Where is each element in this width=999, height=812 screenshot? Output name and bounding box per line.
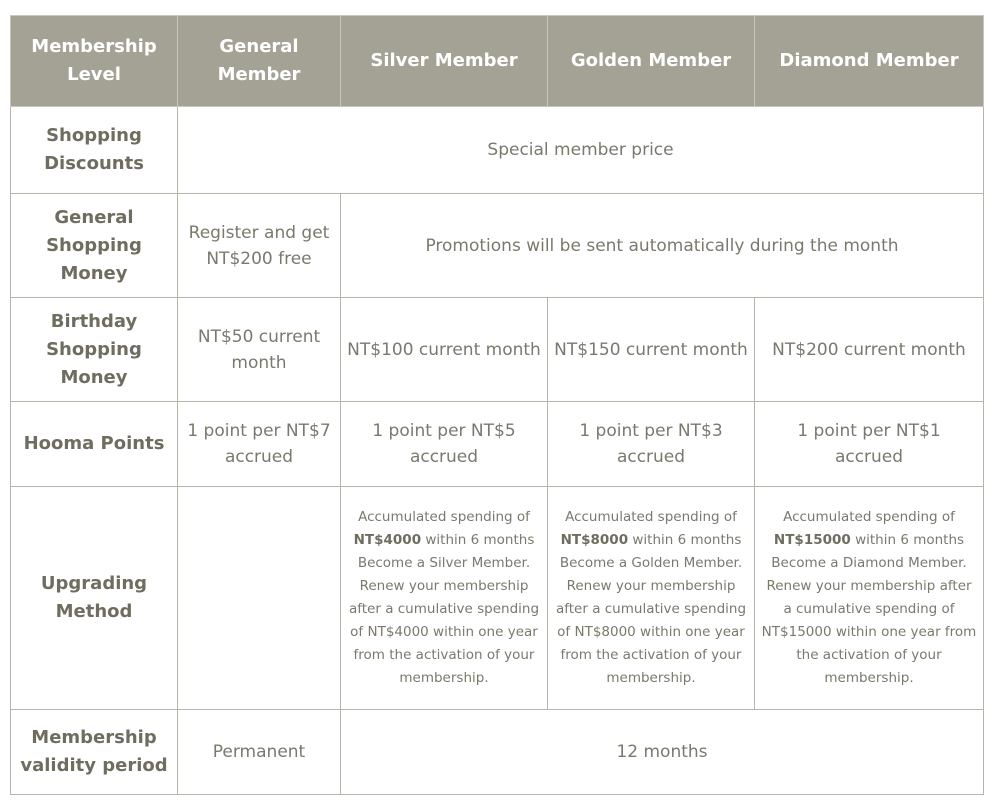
upgrade-diamond-post: within 6 months Become a Diamond Member. Renew your membership after a cumulative spending of NT$15000 within one year from the activation of your membership. [761,532,977,686]
cell-points-diamond: 1 point per NT$1 accrued [755,402,984,487]
cell-birthday-silver: NT$100 current month [341,298,548,402]
label-general-shopping-money: General Shopping Money [11,194,178,298]
cell-points-golden: 1 point per NT$3 accrued [548,402,755,487]
header-row [11,16,984,107]
upgrade-golden-post: within 6 months Become a Golden Member. Renew your membership after a cumulative spending of NT$8000 within one year from the activation of your membership. [555,532,747,686]
row-validity-period [11,710,984,795]
row-upgrading-method [11,487,984,710]
row-hooma-points [11,402,984,487]
membership-table [10,15,984,795]
upgrade-golden-pre: Accumulated spending of [565,509,737,525]
header-diamond-member: Diamond Member [755,16,984,107]
label-birthday-shopping-money: Birthday Shopping Money [11,298,178,402]
upgrade-golden-amount: NT$8000 [560,532,629,548]
cell-validity-others: 12 months [341,710,984,795]
cell-general-shopping-money-others: Promotions will be sent automatically during the month [341,194,984,298]
cell-points-silver: 1 point per NT$5 accrued [341,402,548,487]
cell-validity-general: Permanent [178,710,341,795]
row-birthday-shopping-money [11,298,984,402]
upgrade-silver-pre: Accumulated spending of [358,509,530,525]
label-validity-period: Membership validity period [11,710,178,795]
label-shopping-discounts: Shopping Discounts [11,107,178,194]
header-general-member: General Member [178,16,341,107]
upgrade-diamond-amount: NT$15000 [773,532,851,548]
header-silver-member: Silver Member [341,16,548,107]
cell-upgrade-diamond [755,487,984,710]
label-upgrading-method: Upgrading Method [11,487,178,710]
upgrade-silver-amount: NT$4000 [353,532,422,548]
cell-shopping-discounts-all: Special member price [178,107,984,194]
cell-general-shopping-money-general: Register and get NT$200 free [178,194,341,298]
cell-upgrade-general [178,487,341,710]
row-general-shopping-money [11,194,984,298]
cell-birthday-general: NT$50 current month [178,298,341,402]
cell-birthday-golden: NT$150 current month [548,298,755,402]
upgrade-diamond-pre: Accumulated spending of [783,509,955,525]
cell-upgrade-golden [548,487,755,710]
upgrade-silver-post: within 6 months Become a Silver Member. Renew your membership after a cumulative spending of NT$4000 within one year from the activation of your membership. [348,532,540,686]
cell-birthday-diamond: NT$200 current month [755,298,984,402]
header-membership-level: Membership Level [11,16,178,107]
header-golden-member: Golden Member [548,16,755,107]
cell-upgrade-silver [341,487,548,710]
row-shopping-discounts [11,107,984,194]
label-hooma-points: Hooma Points [11,402,178,487]
cell-points-general: 1 point per NT$7 accrued [178,402,341,487]
